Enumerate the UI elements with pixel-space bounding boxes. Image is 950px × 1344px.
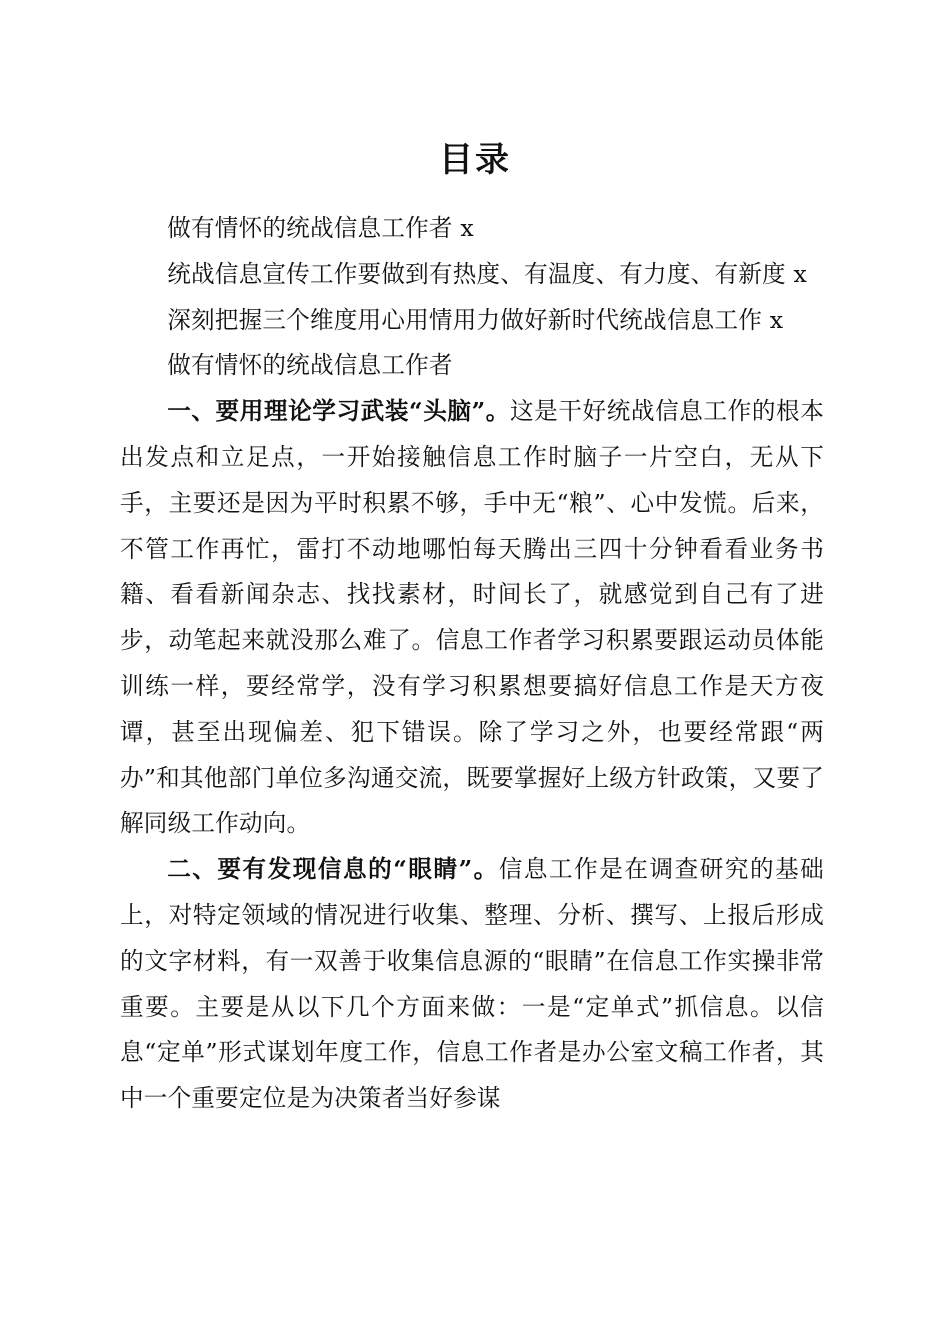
section-paragraph <box>120 847 824 1122</box>
page-title: 目录 <box>439 140 511 180</box>
section-body: 这是干好统战信息工作的根本出发点和立足点，一开始接触信息工作时脑子一片空白，无从下手，主要还是因为平时积累不够，手中无“粮”、心中发慌。后来，不管工作再忙，雷打不动地哪怕每天腾出三四十分钟看看业务书籍、看看新闻杂志、找找素材，时间长了，就感觉到自己有了进步，动笔起来就没那么难了。信息工作者学习积累要跟运动员体能训练一样，要经常学，没有学习积累想要搞好信息工作是天方夜谭，甚至出现偏差、犯下错误。除了学习之外，也要经常跟“两办”和其他部门单位多沟通交流，既要掌握好上级方针政策，又要了解同级工作动向。 <box>120 397 824 838</box>
article-title: 做有情怀的统战信息工作者 <box>167 351 453 380</box>
document-body <box>120 206 824 1122</box>
section-heading: 一、要用理论学习武装“头脑”。 <box>167 397 510 426</box>
toc-item[interactable]: 深刻把握三个维度用心用情用力做好新时代统战信息工作 x <box>167 305 784 334</box>
section-paragraph <box>120 389 824 847</box>
section-heading: 二、要有发现信息的“眼睛”。 <box>167 855 499 884</box>
toc-item[interactable]: 统战信息宣传工作要做到有热度、有温度、有力度、有新度 x <box>167 259 808 288</box>
section-body: 信息工作是在调查研究的基础上，对特定领域的情况进行收集、整理、分析、撰写、上报后形成的文字材料，有一双善于收集信息源的“眼睛”在信息工作实操非常重要。主要是从以下几个方面来做：一是“定单式”抓信息。以信息“定单”形式谋划年度工作，信息工作者是办公室文稿工作者，其中一个重要定位是为决策者当好参谋 <box>120 855 824 1113</box>
toc-item[interactable]: 做有情怀的统战信息工作者 x <box>167 214 474 242</box>
